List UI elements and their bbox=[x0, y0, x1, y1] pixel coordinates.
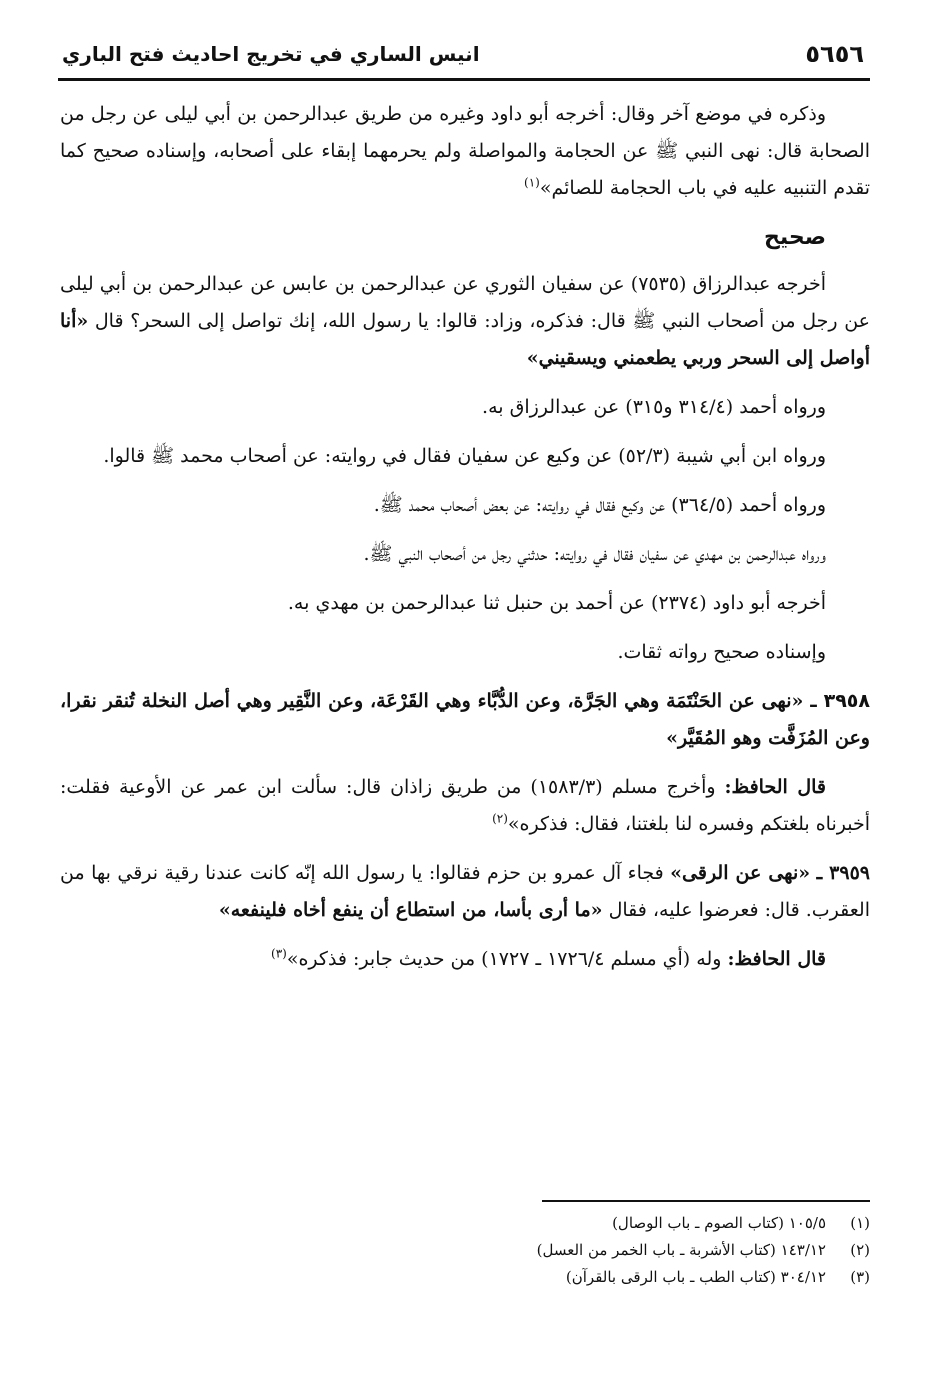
hafiz-comment bbox=[60, 769, 870, 843]
hadith-text: «نهى عن الرقى» bbox=[670, 862, 811, 884]
footnote-number: (١) bbox=[850, 1214, 870, 1232]
hadith-quote: «أنا أواصل إلى السحر وربي يطعمني ويسقيني» bbox=[60, 310, 870, 369]
footnote-divider bbox=[542, 1200, 870, 1202]
hadith-narration: فجاء آل عمرو بن حزم فقالوا: يا رسول الله إنّه كانت عندنا رقية نرقي بها من العقرب. قال: فعرضوا عليه، فقال bbox=[60, 862, 870, 921]
hadith-number: ٣٩٥٨ ـ bbox=[810, 690, 870, 712]
paragraph-text: أخرجه عبدالرزاق (٧٥٣٥) عن سفيان الثوري عن عبدالرحمن بن عابس عن عبدالرحمن بن أبي ليلى عن رجل من أصحاب النبي ﷺ قال: فذكره، وزاد: قالوا: يا رسول الله، إنك تواصل إلى السحر؟ قال bbox=[60, 273, 870, 332]
paragraph-text: وذكره في موضع آخر وقال: أخرجه أبو داود وغيره من طريق عبدالرحمن بن أبي ليلى عن رجل من الصحابة قال: نهى النبي ﷺ عن الحجامة والمواصلة ولم يحرمهما إبقاء على أصحابه، وإسناده صحيح كما تقدم التنبيه عليه في باب الحجامة للصائم» bbox=[60, 103, 870, 199]
hadith-number: ٣٩٥٩ ـ bbox=[816, 862, 870, 884]
footnote-text: ١٠٥/٥ (كتاب الصوم ـ باب الوصال) bbox=[612, 1214, 826, 1232]
paragraph: أخرجه أبو داود (٢٣٧٤) عن أحمد بن حنبل ثنا عبدالرحمن بن مهدي به. bbox=[287, 592, 826, 614]
hafiz-text: وأخرج مسلم (١٥٨٣/٣) من طريق زاذان قال: سألت ابن عمر عن الأوعية فقلت: أخبرناه بلغتكم وفسره لنا بلغتنا، فقال: فذكره» bbox=[60, 776, 870, 835]
book-title: انيس الساري في تخريج احاديث فتح الباري bbox=[62, 42, 480, 66]
paragraph bbox=[60, 96, 870, 207]
hadith-entry bbox=[60, 683, 870, 757]
hadith-entry bbox=[60, 855, 870, 929]
footnote-number: (٢) bbox=[850, 1241, 870, 1259]
page-number: ٥٦٥٦ bbox=[805, 40, 864, 68]
footnotes bbox=[300, 1210, 870, 1291]
hadith-quote: «ما أرى بأسا، من استطاع أن ينفع أخاه فلينفعه» bbox=[218, 899, 603, 921]
hafiz-text: وله (أي مسلم ١٧٢٦/٤ ـ ١٧٢٧) من حديث جابر: فذكره» bbox=[286, 948, 728, 970]
hafiz-comment bbox=[60, 941, 870, 978]
footnote-text: ١٤٣/١٢ (كتاب الأشربة ـ باب الخمر من العسل) bbox=[536, 1241, 826, 1259]
footnote bbox=[300, 1237, 870, 1264]
footnote bbox=[300, 1210, 870, 1237]
hafiz-label: قال الحافظ: bbox=[724, 776, 826, 798]
hadith-text: «نهى عن الحَنْتَمَة وهي الجَرَّة، وعن الدُّبَّاء وهي القَرْعَة، وعن النَّقِير وهي أصل النخلة تُنقر نقرا، وعن المُزَفَّت وهو المُقَيَّر» bbox=[60, 690, 870, 749]
hafiz-label: قال الحافظ: bbox=[727, 948, 826, 970]
paragraph: ورواه أحمد (٣١٤/٤ و٣١٥) عن عبدالرزاق به. bbox=[482, 396, 826, 418]
paragraph: وإسناده صحيح رواته ثقات. bbox=[617, 641, 826, 663]
footnote-ref: (١) bbox=[524, 175, 540, 190]
footnote bbox=[300, 1264, 870, 1291]
paragraph: ورواه ابن أبي شيبة (٥٢/٣) عن وكيع عن سفيان فقال في روايته: عن أصحاب محمد ﷺ قالوا. bbox=[103, 445, 826, 467]
paragraph: ورواه أحمد (٣٦٤/٥) عن وكيع فقال في روايته: عن بعض أصحاب محمد ﷺ. bbox=[373, 494, 826, 516]
page-header bbox=[58, 38, 870, 81]
footnote-text: ٣٠٤/١٢ (كتاب الطب ـ باب الرقى بالقرآن) bbox=[565, 1268, 826, 1286]
section-heading: صحيح bbox=[764, 225, 826, 250]
footnote-number: (٣) bbox=[850, 1268, 870, 1286]
paragraph: ورواه عبدالرحمن بن مهدي عن سفيان فقال في روايته: حدثني رجل من أصحاب النبي ﷺ. bbox=[363, 543, 826, 565]
paragraph bbox=[60, 266, 870, 377]
page-body bbox=[60, 96, 870, 990]
footnote-ref: (٢) bbox=[492, 811, 508, 826]
footnote-ref: (٣) bbox=[271, 946, 287, 961]
